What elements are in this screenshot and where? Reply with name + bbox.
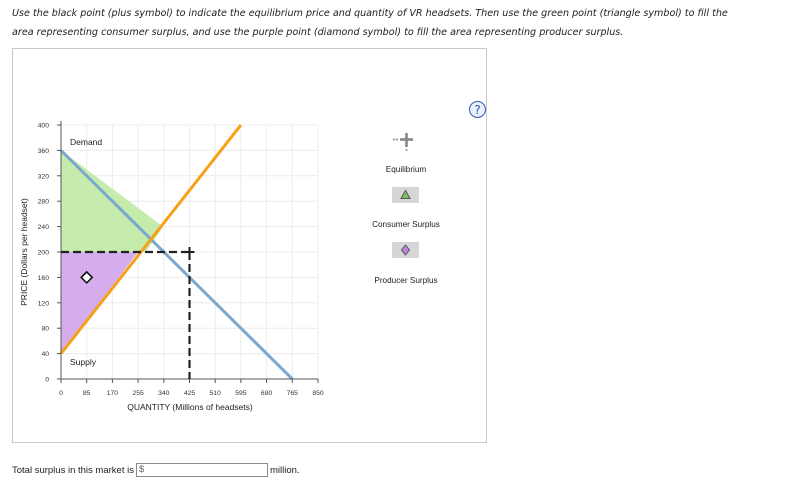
help-icon[interactable]: ?	[469, 101, 486, 118]
total-surplus-row	[12, 463, 300, 477]
equilibrium-tool[interactable]	[386, 131, 427, 174]
x-tick-label: 595	[235, 390, 247, 397]
y-tick-label: 0	[45, 376, 49, 384]
total-surplus-field[interactable]	[136, 463, 268, 477]
demand-label: Demand	[70, 137, 103, 147]
dollar-prefix: $	[138, 464, 145, 475]
y-tick-label: 240	[37, 224, 49, 232]
y-tick-label: 80	[41, 325, 49, 333]
plus-icon	[393, 131, 413, 151]
consumer-surplus-tool[interactable]	[372, 187, 440, 229]
producer-surplus-tool[interactable]	[374, 242, 437, 285]
x-tick-label: 765	[286, 390, 298, 397]
x-tick-label: 0	[59, 390, 63, 397]
y-tick-label: 40	[41, 351, 49, 359]
x-tick-label: 255	[132, 390, 144, 397]
x-tick-label: 340	[158, 390, 170, 397]
x-axis-label: QUANTITY (Millions of headsets)	[127, 402, 253, 412]
x-tick-label: 510	[209, 390, 221, 397]
total-surplus-label: Total surplus in this market is	[12, 464, 134, 476]
y-tick-label: 320	[37, 173, 49, 181]
x-tick-label: 425	[183, 390, 196, 397]
y-tick-label: 280	[37, 198, 49, 206]
y-tick-label: 400	[37, 122, 49, 130]
y-tick-label: 360	[37, 147, 49, 155]
total-surplus-input[interactable]	[147, 464, 265, 476]
y-tick-label: 200	[37, 249, 49, 257]
supply-label: Supply	[70, 357, 96, 367]
x-tick-label: 170	[106, 390, 119, 397]
instructions-line-1: Use the black point (plus symbol) to indicate the equilibrium price and quantity of VR headsets. Then use the green point (triangle symbol) to fill the	[12, 8, 728, 19]
consumer-surplus-tool-label: Consumer Surplus	[372, 220, 440, 229]
instructions-line-2: area representing consumer surplus, and use the purple point (diamond symbol) to fill the area representing producer surplus.	[12, 27, 624, 38]
total-surplus-suffix: million.	[269, 464, 300, 476]
equilibrium-tool-label: Equilibrium	[385, 165, 427, 174]
x-tick-label: 850	[312, 390, 324, 397]
y-tick-label: 120	[37, 300, 49, 308]
y-tick-label: 160	[37, 274, 49, 282]
x-tick-label: 680	[260, 390, 273, 397]
y-axis-label: PRICE (Dollars per headset)	[19, 198, 29, 306]
equilibrium-plus-marker	[185, 247, 195, 257]
x-tick-label: 85	[82, 390, 91, 397]
producer-surplus-tool-label: Producer Surplus	[374, 276, 438, 285]
